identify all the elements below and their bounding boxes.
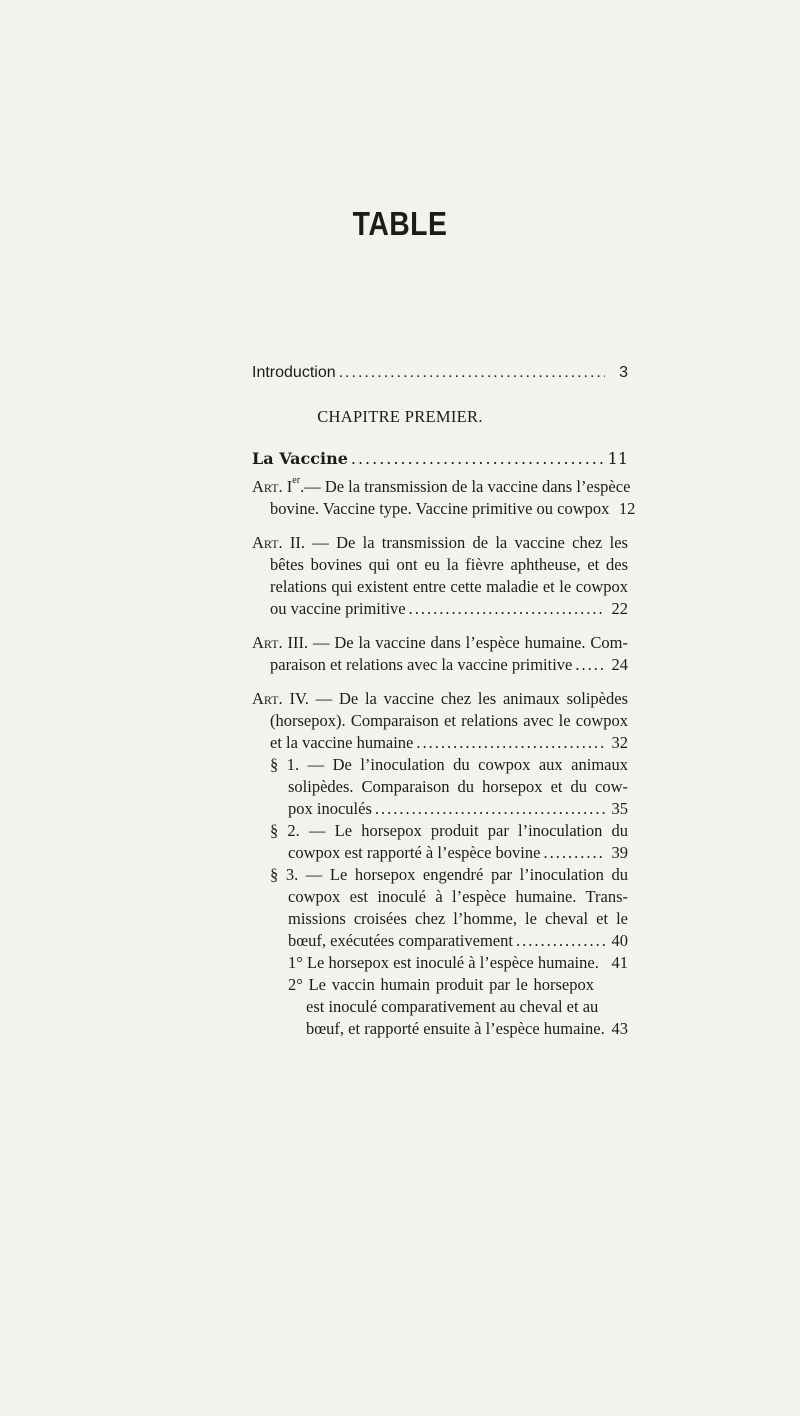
toc-page-number: 40	[611, 931, 628, 950]
toc-entry-art2	[252, 532, 628, 620]
entry-line: bœuf, exécutées comparativement	[288, 931, 513, 950]
toc-page-number: 12	[618, 499, 636, 518]
entry-line: pox inoculés	[288, 799, 372, 818]
section-label: La Vaccine	[252, 449, 348, 468]
toc-entry-paragraph-2	[252, 820, 628, 864]
toc-page-number: 22	[611, 599, 628, 618]
entry-line: bêtes bovines qui ont eu la fièvre aphtheuse, et des	[270, 555, 628, 574]
article-prefix: Art. IV.	[252, 689, 309, 708]
toc-page-number: 39	[611, 843, 628, 862]
entry-line: est inoculé comparativement au cheval et au	[306, 997, 599, 1016]
entry-line: cowpox est inoculé à l’espèce humaine. Trans-	[288, 887, 628, 906]
entry-line: § 3. — Le horsepox engendré par l’inoculation du	[270, 865, 628, 884]
article-prefix: Art. III.	[252, 633, 309, 652]
toc-entry-introduction	[252, 362, 628, 384]
entry-line: — De la transmission de la vaccine chez les	[305, 533, 628, 552]
toc-page-number: 35	[611, 799, 628, 818]
entry-line: ou vaccine primitive	[270, 599, 406, 618]
toc-page-number: 11	[607, 449, 628, 468]
toc-entry-item-2	[252, 974, 628, 1040]
leader-dots	[516, 930, 605, 952]
page-title: TABLE	[352, 205, 448, 242]
toc-page-number: 3	[619, 364, 628, 381]
article-sup: er	[292, 475, 301, 486]
entry-line: missions croisées chez l’homme, le cheval et le	[288, 909, 628, 928]
entry-line: et la vaccine humaine	[270, 733, 414, 752]
toc-page-number: 41	[611, 953, 628, 972]
leader-dots	[339, 362, 605, 384]
entry-line: 2° Le vaccin humain produit par le horsepox	[288, 975, 594, 994]
leader-dots	[351, 448, 605, 470]
toc-entry-paragraph-3	[252, 864, 628, 952]
toc-page-number: 24	[611, 655, 628, 674]
entry-line: cowpox est rapporté à l’espèce bovine	[288, 843, 541, 862]
entry-line: (horsepox). Comparaison et relations avec le cowpox	[270, 711, 628, 730]
toc-label: Introduction	[252, 364, 336, 381]
entry-line: 1° Le horsepox est inoculé à l’espèce humaine.	[288, 953, 599, 972]
toc-entry-art4	[252, 688, 628, 754]
toc-entry-paragraph-1	[252, 754, 628, 820]
entry-line: .— De la transmission de la vaccine dans l’espèce	[300, 477, 631, 496]
entry-line: bœuf, et rapporté ensuite à l’espèce humaine.	[306, 1019, 605, 1038]
leader-dots	[375, 798, 605, 820]
entry-line: bovine. Vaccine type. Vaccine primitive ou cowpox	[270, 499, 610, 518]
toc-entry-art3	[252, 632, 628, 676]
entry-line: — De la vaccine chez les animaux solipèdes	[308, 689, 628, 708]
leader-dots	[416, 732, 605, 754]
entry-line: § 2. — Le horsepox produit par l’inoculation du	[270, 821, 628, 840]
leader-dots	[543, 842, 605, 864]
article-prefix: Art. I	[252, 477, 293, 496]
entry-line: paraison et relations avec la vaccine primitive	[270, 655, 573, 674]
entry-line: § 1. — De l’inoculation du cowpox aux animaux	[270, 755, 628, 774]
toc-page-number: 32	[611, 733, 628, 752]
entry-line: — De la vaccine dans l’espèce humaine. Com-	[308, 633, 628, 652]
chapter-heading: CHAPITRE PREMIER.	[317, 407, 483, 426]
toc-list	[252, 475, 636, 1040]
article-prefix: Art. II.	[252, 533, 306, 552]
leader-dots	[409, 598, 605, 620]
toc-page-number: 43	[611, 1019, 628, 1038]
entry-line: solipèdes. Comparaison du horsepox et du cow-	[288, 777, 628, 796]
toc-entry-art1	[252, 475, 636, 520]
toc-entry-section	[252, 448, 628, 470]
leader-dots	[575, 654, 605, 676]
toc-entry-item-1	[252, 952, 628, 974]
entry-line: relations qui existent entre cette maladie et le cowpox	[270, 577, 628, 596]
